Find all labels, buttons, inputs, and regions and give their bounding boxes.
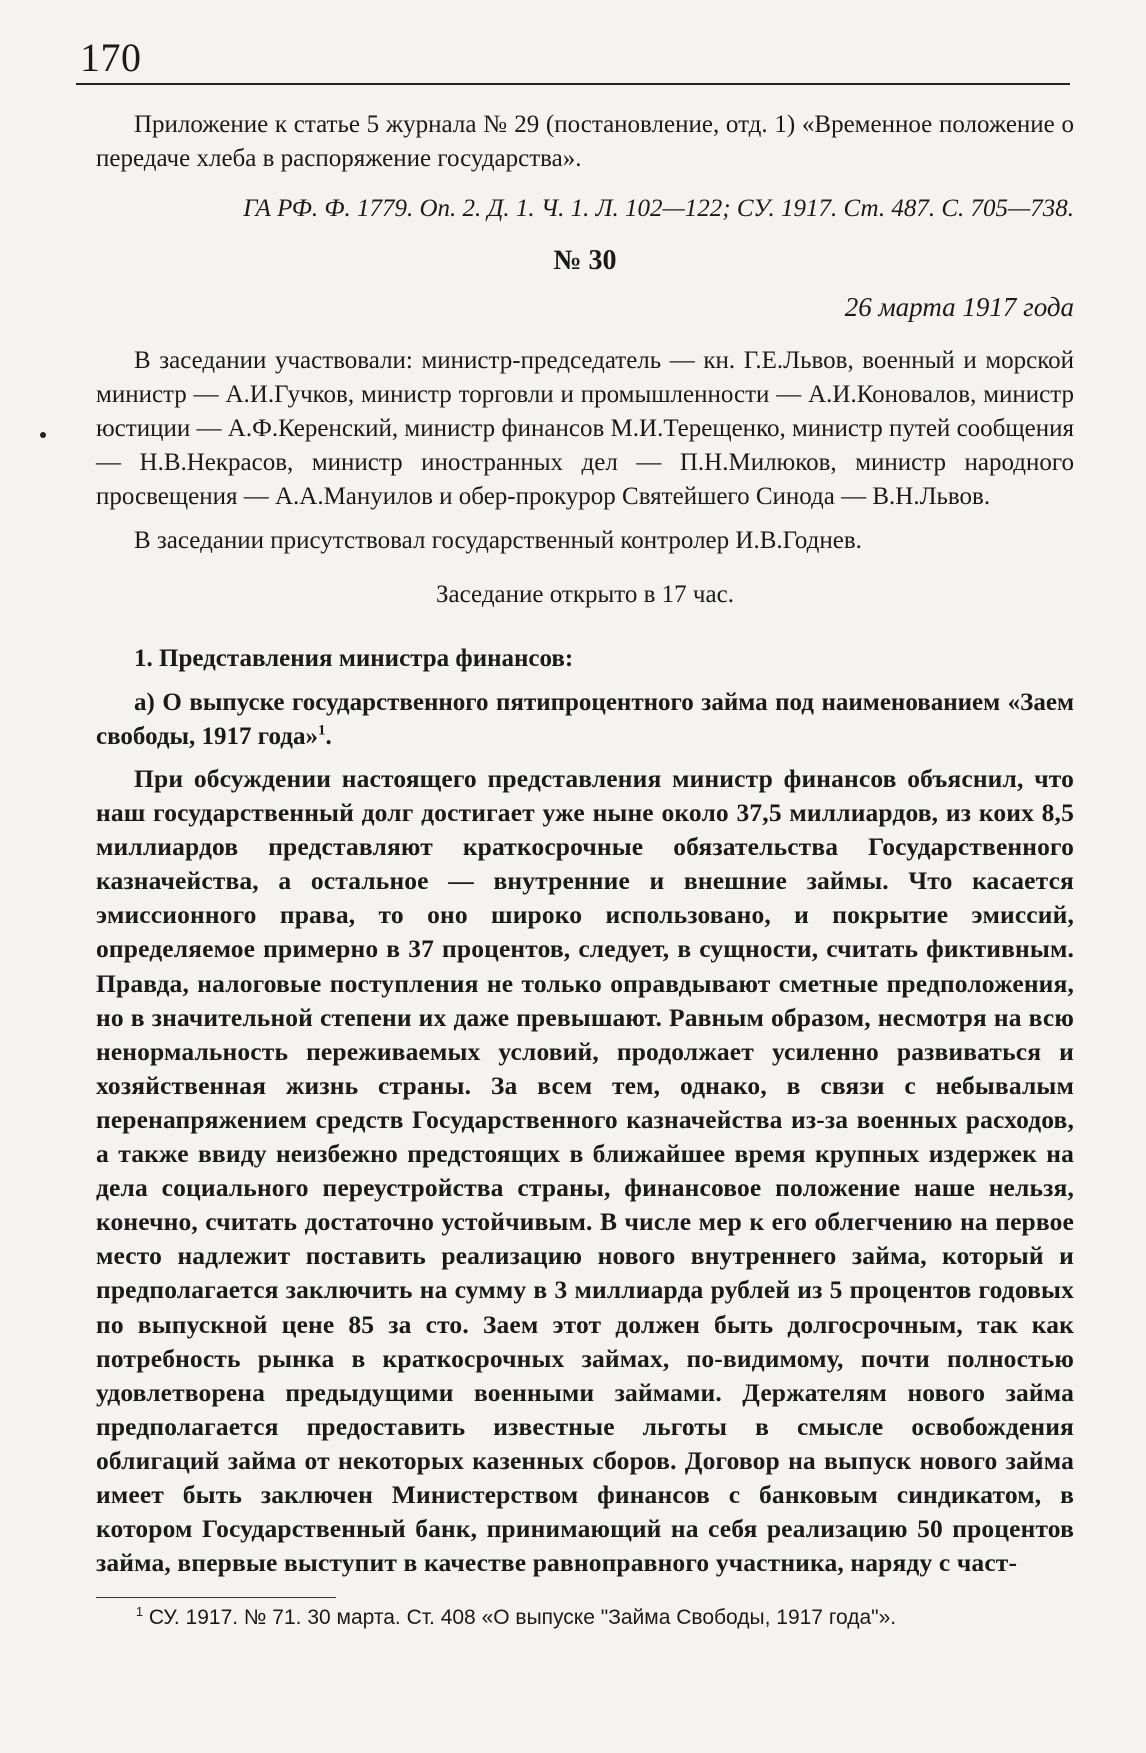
footnote-text: СУ. 1917. № 71. 30 марта. Ст. 408 «О выпуске "Займа Свободы, 1917 года"».: [143, 1606, 897, 1629]
subsection-title-end: .: [325, 723, 332, 750]
section-title: 1. Представления министра финансов:: [134, 645, 574, 672]
body-paragraph: При обсуждении настоящего представления министр финансов объяснил, что наш государственный долг достигает уже ныне около 37,5 миллиардов, из коих 8,5 миллиардов представляют краткосрочные обязательства Государственного казначейства, а остальное — внутренние и внешние займы. Что касается эмиссионного права, то оно широко использовано, и покрытие эмиссий, определяемое примерно в 37 процентов, следует, в сущности, считать фиктивным. Правда, налоговые поступления не только оправдывают сметные предположения, но в значительной степени их даже превышают. Равным образом, несмотря на всю ненормальность переживаемых условий, продолжает усиленно развиваться и хозяйственная жизнь страны. За всем тем, однако, в связи с небывалым перенапряжением средств Государственного казначейства из-за военных расходов, а также ввиду неизбежно предстоящих в ближайшее время крупных издержек на дела социального переустройства страны, финансовое положение наше нельзя, конечно, считать достаточно устойчивым. В числе мер к его облегчению на первое место надлежит поставить реализацию нового внутреннего займа, который и предполагается заключить на сумму в 3 миллиарда рублей из 5 процентов годовых по выпускной цене 85 за сто. Заем этот должен быть долгосрочным, так как потребность рынка в краткосрочных займах, по-видимому, почти полностью удовлетворена предыдущими военными займами. Держателям нового займа предполагается предоставить известные льготы в смысле освобождения облигаций займа от некоторых казенных сборов. Договор на выпуск нового займа имеет быть заключен Министерством финансов с банковым синдикатом, в котором Государственный банк, принимающий на себя реализацию 50 процентов займа, впервые выступит в качестве равноправного участника, наряду с част-: [96, 764, 1074, 1578]
footnote: [136, 1604, 896, 1632]
document-number: № 30: [553, 245, 617, 276]
margin-dot: [40, 432, 46, 438]
page-number: 170: [80, 35, 142, 80]
header-rule: [76, 83, 1070, 85]
appendix-note: Приложение к статье 5 журнала № 29 (постановление, отд. 1) «Временное положение о передаче хлеба в распоряжение государства».: [96, 111, 1074, 172]
source-reference: ГА РФ. Ф. 1779. Оп. 2. Д. 1. Ч. 1. Л. 102—122; СУ. 1917. Ст. 487. С. 705—738.: [243, 195, 1074, 222]
footnote-reference: 1: [317, 722, 326, 739]
session-opened: Заседание открыто в 17 час.: [436, 581, 734, 608]
present-paragraph: В заседании присутствовал государственный контролер И.В.Годнев.: [134, 527, 862, 554]
document-date: 26 марта 1917 года: [844, 292, 1074, 322]
subsection-title-text: а) О выпуске государственного пятипроцентного займа под наименованием «Заем свободы, 1917 года»: [96, 689, 1074, 750]
subsection-title: [96, 686, 1074, 754]
page-content: [96, 108, 1074, 1580]
footnote-mark: 1: [136, 1605, 144, 1619]
participants-paragraph: В заседании участвовали: министр-председатель — кн. Г.Е.Львов, военный и морской министр — А.И.Гучков, министр торговли и промышленности — А.И.Коновалов, министр юстиции — А.Ф.Керенский, министр финансов М.И.Терещенко, министр путей сообщения — Н.В.Некрасов, министр иностранных дел — П.Н.Милюков, министр народного просвещения — А.А.Мануилов и обер-прокурор Святейшего Синода — В.Н.Львов.: [96, 347, 1074, 510]
footnote-rule: [96, 1597, 336, 1598]
